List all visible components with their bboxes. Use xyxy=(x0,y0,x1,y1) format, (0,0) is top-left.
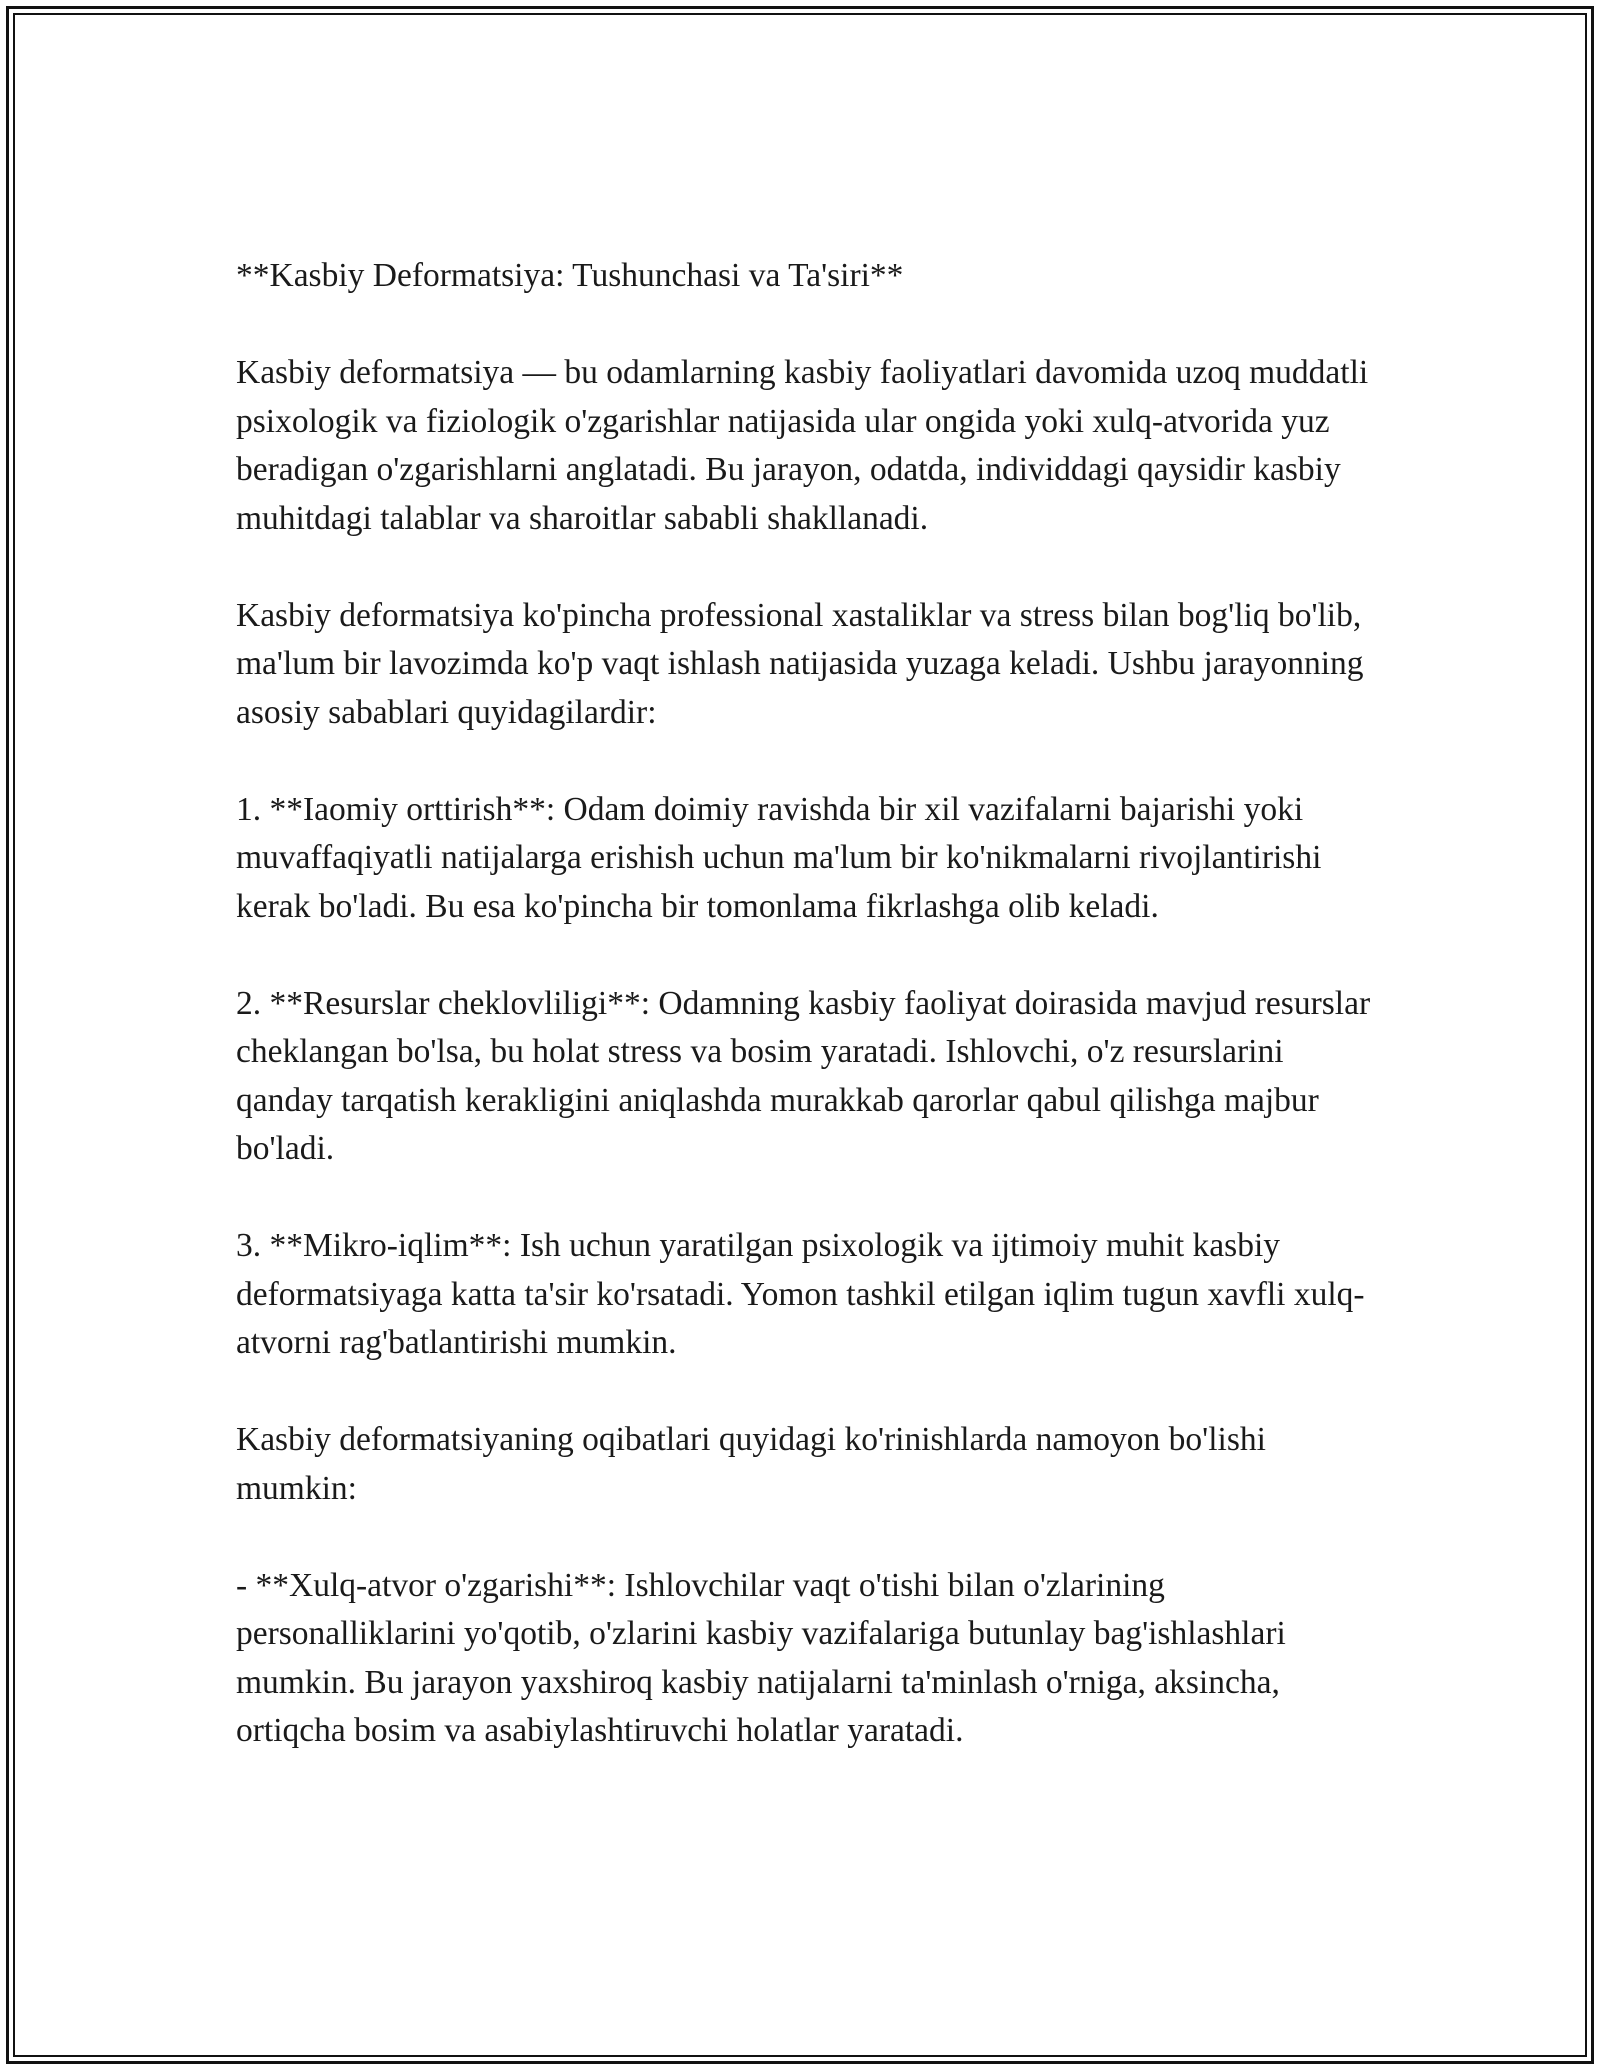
list-item-consequence-1: - **Xulq-atvor o'zgarishi**: Ishlovchilar vaqt o'tishi bilan o'zlarining personalliklarini yo'qotib, o'zlarini kasbiy vazifalariga butunlay bag'ishlashlari mumkin. Bu jarayon yaxshiroq kasbiy natijalarni ta'minlash o'rniga, aksincha, ortiqcha bosim va asabiylashtiruvchi holatlar yaratadi. xyxy=(236,1566,1286,1749)
document-body xyxy=(236,252,1376,1756)
paragraph-consequences-intro: Kasbiy deformatsiyaning oqibatlari quyidagi ko'rinishlarda namoyon bo'lishi mumkin: xyxy=(236,1421,1266,1507)
document-title: **Kasbiy Deformatsiya: Tushunchasi va Ta'siri** xyxy=(236,257,904,294)
paragraph-causes-intro: Kasbiy deformatsiya ko'pincha professional xastaliklar va stress bilan bog'liq bo'lib, ma'lum bir lavozimda ko'p vaqt ishlash natijasida yuzaga keladi. Ushbu jarayonning asosiy sabablari quyidagilardir: xyxy=(236,596,1364,731)
list-item-cause-1: 1. **Iaomiy orttirish**: Odam doimiy ravishda bir xil vazifalarni bajarishi yoki muvaffaqiyatli natijalarga erishish uchun ma'lum bir ko'nikmalarni rivojlantirishi kerak bo'ladi. Bu esa ko'pincha bir tomonlama fikrlashga olib keladi. xyxy=(236,790,1322,925)
list-item-cause-3: 3. **Mikro-iqlim**: Ish uchun yaratilgan psixologik va ijtimoiy muhit kasbiy deformatsiyaga katta ta'sir ko'rsatadi. Yomon tashkil etilgan iqlim tugun xavfli xulq-atvorni rag'batlantirishi mumkin. xyxy=(236,1227,1365,1361)
list-item-cause-2: 2. **Resurslar cheklovliligi**: Odamning kasbiy faoliyat doirasida mavjud resurslar cheklangan bo'lsa, bu holat stress va bosim yaratadi. Ishlovchi, o'z resurslarini qanday tarqatish kerakligini aniqlashda murakkab qarorlar qabul qilishga majbur bo'ladi. xyxy=(236,984,1371,1167)
paragraph-definition: Kasbiy deformatsiya — bu odamlarning kasbiy faoliyatlari davomida uzoq muddatli psixologik va fiziologik o'zgarishlar natijasida ular ongida yoki xulq-atvorida yuz beradigan o'zgarishlarni anglatadi. Bu jarayon, odatda, individdagi qaysidir kasbiy muhitdagi talablar va sharoitlar sababli shakllanadi. xyxy=(236,354,1369,537)
